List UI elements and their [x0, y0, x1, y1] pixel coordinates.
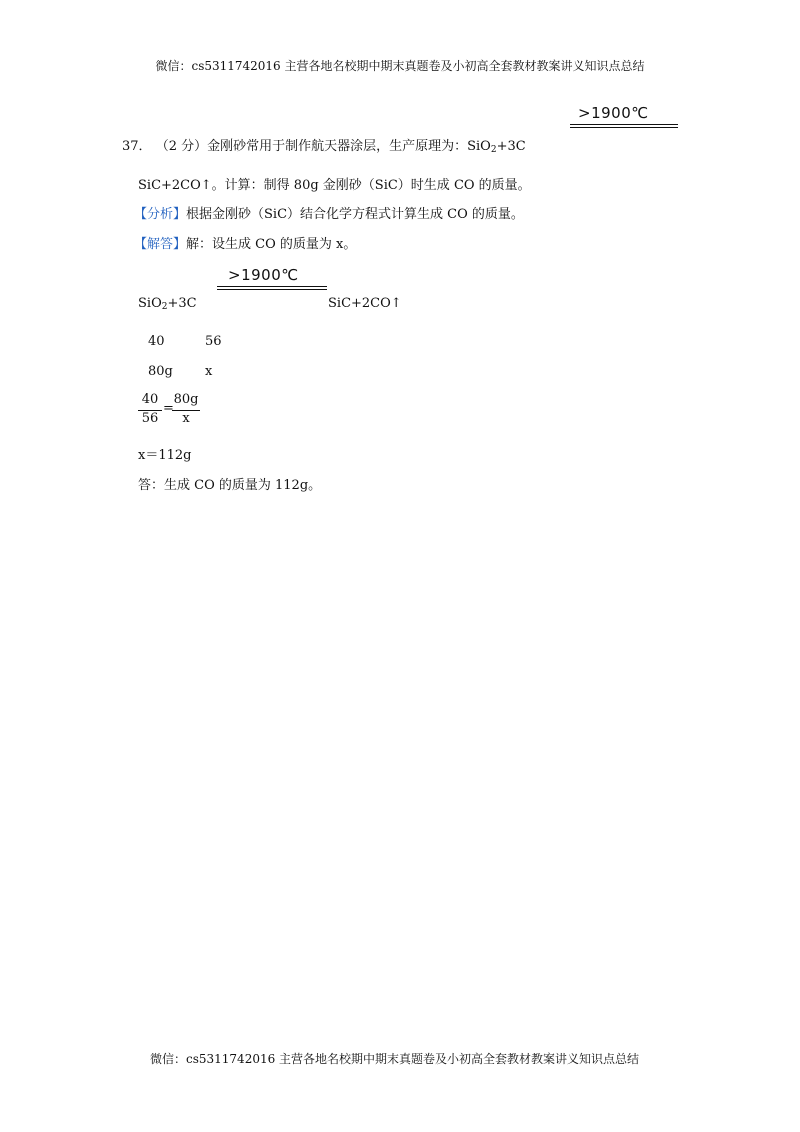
fraction-equals: =: [163, 401, 174, 416]
solution-equation-left: [138, 296, 197, 312]
answer-line: [134, 233, 356, 252]
answer-tag: 【解答】: [134, 237, 187, 252]
equation-arrow-solution: [217, 286, 327, 290]
question-line-1: [122, 135, 526, 155]
solution-equation-right: SiC+2CO↑: [328, 296, 402, 311]
reactant-subscript: 2: [490, 145, 497, 155]
analysis-line: [134, 203, 524, 222]
solution-left-rest: +3C: [167, 296, 197, 311]
question-line-2: SiC+2CO↑。计算：制得 80g 金刚砂（SiC）时生成 CO 的质量。: [138, 178, 531, 193]
ratio-a: 40: [148, 334, 165, 349]
reactant-si: SiO: [467, 139, 491, 154]
ratio-b: 56: [205, 334, 222, 349]
solution-left-subscript: 2: [161, 302, 168, 312]
reaction-condition-solution: >1900℃: [228, 266, 299, 284]
analysis-text: 根据金刚砂（SiC）结合化学方程式计算生成 CO 的质量。: [186, 207, 524, 222]
solution-left-si: SiO: [138, 296, 162, 311]
fraction-left-denominator: 56: [141, 411, 159, 426]
page-footer: 微信：cs5311742016 主营各地名校期中期末真题卷及小初高全套教材教案讲义知识点总结: [150, 1052, 640, 1066]
result-line: x＝112g: [138, 448, 192, 463]
question-number: 37．: [122, 139, 152, 154]
reaction-condition-top: >1900℃: [578, 104, 649, 122]
fraction-left-numerator: 40: [141, 392, 159, 407]
reactant-rest: +3C: [496, 139, 526, 154]
page-header: 微信：cs5311742016 主营各地名校期中期末真题卷及小初高全套教材教案讲义知识点总结: [155, 59, 645, 73]
question-score: （2 分）: [155, 139, 208, 154]
equation-arrow-top: [570, 124, 678, 128]
value-a: 80g: [148, 364, 173, 379]
answer-text: 解：设生成 CO 的质量为 x。: [186, 237, 357, 252]
analysis-tag: 【分析】: [134, 207, 187, 222]
fraction-right-numerator: 80g: [173, 392, 199, 407]
question-stem: 金刚砂常用于制作航天器涂层，生产原理为：: [207, 139, 468, 154]
value-b: x: [205, 364, 213, 379]
final-answer: 答：生成 CO 的质量为 112g。: [138, 478, 322, 493]
fraction-right-denominator: x: [182, 411, 190, 426]
